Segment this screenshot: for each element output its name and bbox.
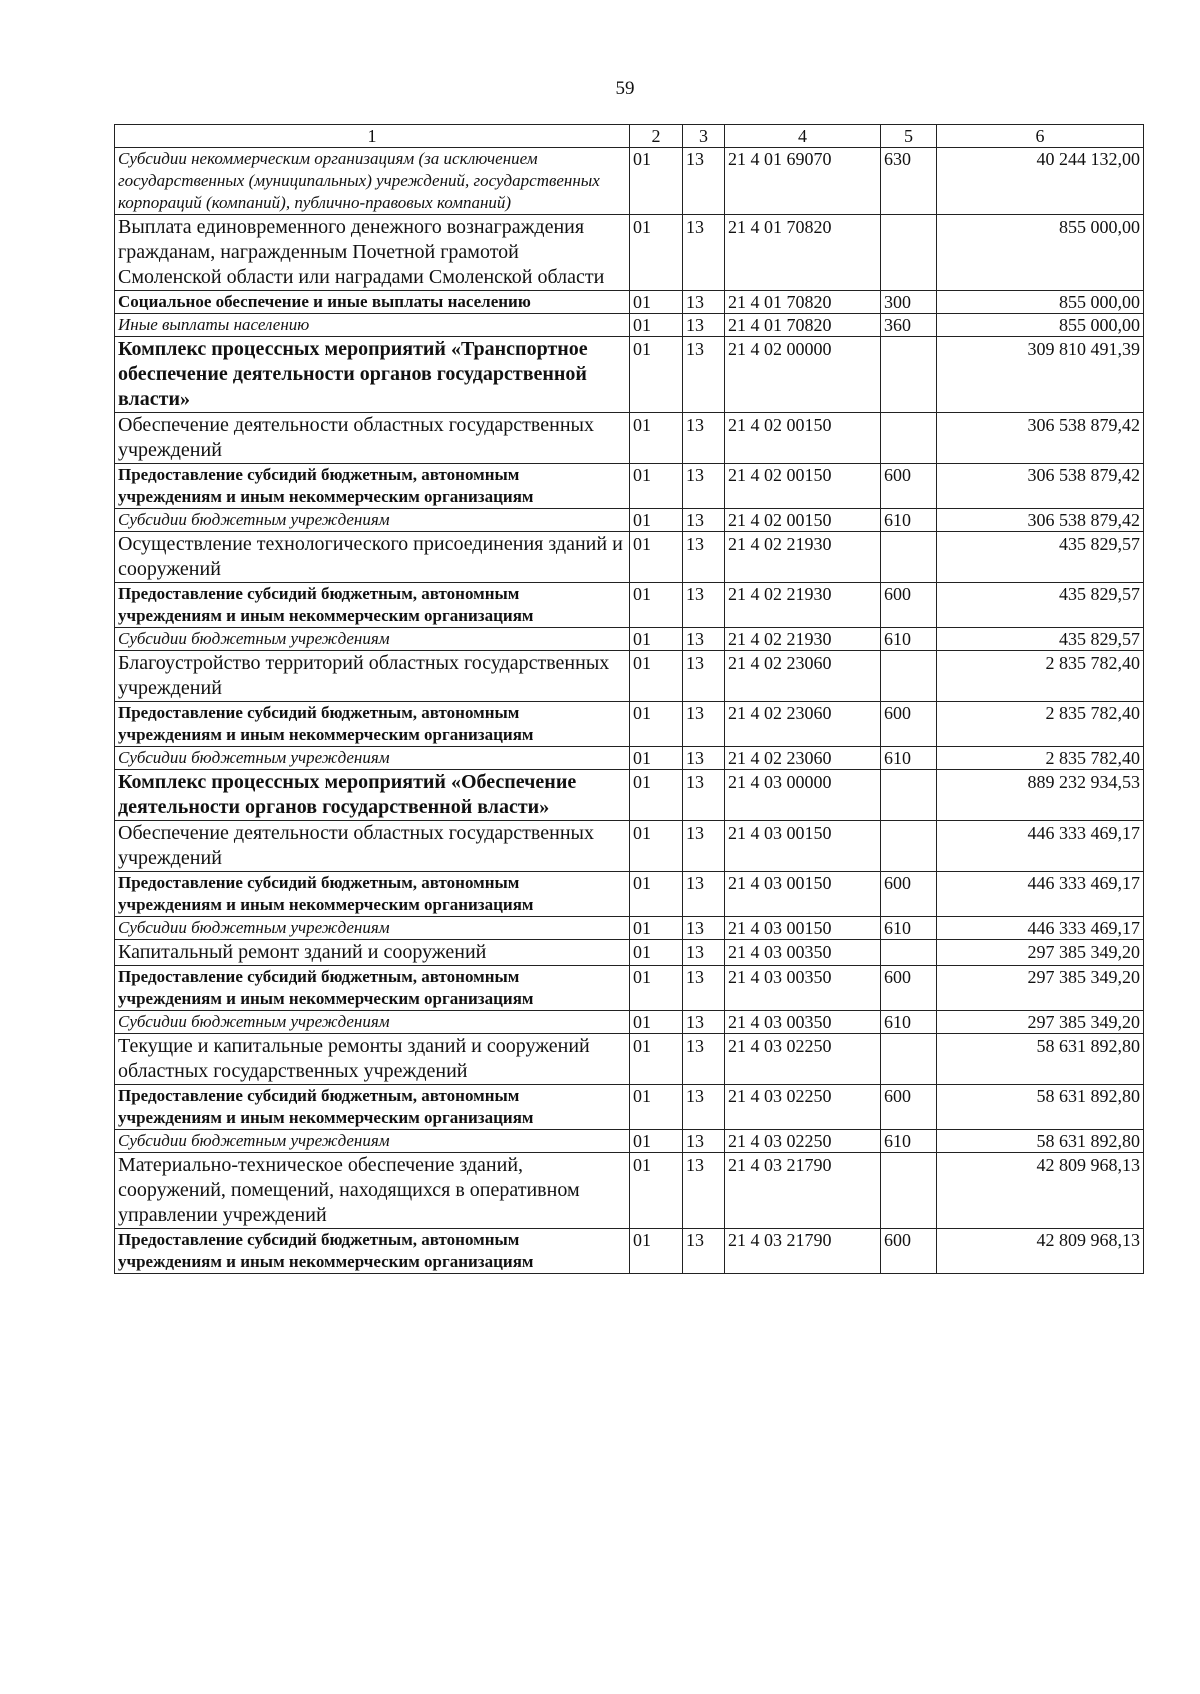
table-row	[115, 148, 1144, 215]
target-code: 21 4 03 00350	[725, 940, 881, 966]
row-name: Социальное обеспечение и иные выплаты населению	[115, 291, 630, 314]
expense-type	[881, 940, 937, 966]
header-cell: 5	[881, 125, 937, 148]
expense-type: 600	[881, 872, 937, 917]
expense-type	[881, 821, 937, 872]
target-code: 21 4 03 00150	[725, 917, 881, 940]
table-row	[115, 940, 1144, 966]
row-name: Субсидии бюджетным учреждениям	[115, 1130, 630, 1153]
subsection-code: 13	[683, 532, 725, 583]
subsection-code: 13	[683, 770, 725, 821]
table-row	[115, 1011, 1144, 1034]
amount: 306 538 879,42	[937, 413, 1144, 464]
amount: 297 385 349,20	[937, 1011, 1144, 1034]
section-code: 01	[630, 702, 683, 747]
row-name: Капитальный ремонт зданий и сооружений	[115, 940, 630, 966]
expense-type	[881, 413, 937, 464]
expense-type	[881, 651, 937, 702]
amount: 855 000,00	[937, 291, 1144, 314]
expense-type: 610	[881, 509, 937, 532]
table-row	[115, 464, 1144, 509]
subsection-code: 13	[683, 1011, 725, 1034]
subsection-code: 13	[683, 509, 725, 532]
section-code: 01	[630, 770, 683, 821]
target-code: 21 4 02 00150	[725, 509, 881, 532]
section-code: 01	[630, 940, 683, 966]
header-cell: 6	[937, 125, 1144, 148]
amount: 855 000,00	[937, 314, 1144, 337]
row-name: Иные выплаты населению	[115, 314, 630, 337]
target-code: 21 4 02 23060	[725, 651, 881, 702]
section-code: 01	[630, 464, 683, 509]
header-cell: 3	[683, 125, 725, 148]
row-name: Предоставление субсидий бюджетным, автономным учреждениям и иным некоммерческим организациям	[115, 1229, 630, 1274]
expense-type: 360	[881, 314, 937, 337]
subsection-code: 13	[683, 215, 725, 291]
section-code: 01	[630, 872, 683, 917]
amount: 40 244 132,00	[937, 148, 1144, 215]
table-row	[115, 702, 1144, 747]
subsection-code: 13	[683, 1229, 725, 1274]
target-code: 21 4 01 69070	[725, 148, 881, 215]
table-row	[115, 291, 1144, 314]
table-row	[115, 747, 1144, 770]
target-code: 21 4 02 00150	[725, 464, 881, 509]
row-name: Субсидии бюджетным учреждениям	[115, 917, 630, 940]
table-row	[115, 314, 1144, 337]
amount: 58 631 892,80	[937, 1034, 1144, 1085]
amount: 889 232 934,53	[937, 770, 1144, 821]
section-code: 01	[630, 413, 683, 464]
section-code: 01	[630, 747, 683, 770]
amount: 309 810 491,39	[937, 337, 1144, 413]
row-name: Предоставление субсидий бюджетным, автономным учреждениям и иным некоммерческим организациям	[115, 1085, 630, 1130]
section-code: 01	[630, 215, 683, 291]
target-code: 21 4 02 00000	[725, 337, 881, 413]
row-name: Субсидии бюджетным учреждениям	[115, 1011, 630, 1034]
table-row	[115, 215, 1144, 291]
row-name: Субсидии бюджетным учреждениям	[115, 509, 630, 532]
section-code: 01	[630, 1011, 683, 1034]
amount: 446 333 469,17	[937, 821, 1144, 872]
header-row	[115, 125, 1144, 148]
amount: 435 829,57	[937, 532, 1144, 583]
expense-type: 300	[881, 291, 937, 314]
section-code: 01	[630, 291, 683, 314]
target-code: 21 4 03 21790	[725, 1153, 881, 1229]
amount: 435 829,57	[937, 583, 1144, 628]
subsection-code: 13	[683, 413, 725, 464]
table-row	[115, 821, 1144, 872]
amount: 58 631 892,80	[937, 1085, 1144, 1130]
table-row	[115, 532, 1144, 583]
target-code: 21 4 01 70820	[725, 215, 881, 291]
row-name: Обеспечение деятельности областных государственных учреждений	[115, 821, 630, 872]
section-code: 01	[630, 1153, 683, 1229]
amount: 42 809 968,13	[937, 1153, 1144, 1229]
subsection-code: 13	[683, 583, 725, 628]
subsection-code: 13	[683, 872, 725, 917]
row-name: Выплата единовременного денежного вознаграждения гражданам, награжденным Почетной грамотой Смоленской области или наградами Смоленской области	[115, 215, 630, 291]
target-code: 21 4 01 70820	[725, 314, 881, 337]
amount: 306 538 879,42	[937, 464, 1144, 509]
table-row	[115, 651, 1144, 702]
row-name: Текущие и капитальные ремонты зданий и сооружений областных государственных учреждений	[115, 1034, 630, 1085]
subsection-code: 13	[683, 917, 725, 940]
section-code: 01	[630, 628, 683, 651]
section-code: 01	[630, 148, 683, 215]
section-code: 01	[630, 583, 683, 628]
target-code: 21 4 03 00000	[725, 770, 881, 821]
amount: 2 835 782,40	[937, 747, 1144, 770]
expense-type: 610	[881, 628, 937, 651]
subsection-code: 13	[683, 821, 725, 872]
header-cell: 2	[630, 125, 683, 148]
target-code: 21 4 02 21930	[725, 628, 881, 651]
row-name: Благоустройство территорий областных государственных учреждений	[115, 651, 630, 702]
target-code: 21 4 02 21930	[725, 583, 881, 628]
section-code: 01	[630, 917, 683, 940]
row-name: Субсидии бюджетным учреждениям	[115, 747, 630, 770]
subsection-code: 13	[683, 291, 725, 314]
table-row	[115, 628, 1144, 651]
table-body	[115, 148, 1144, 1274]
row-name: Комплекс процессных мероприятий «Обеспечение деятельности органов государственной власти»	[115, 770, 630, 821]
expense-type: 600	[881, 464, 937, 509]
target-code: 21 4 02 23060	[725, 747, 881, 770]
amount: 58 631 892,80	[937, 1130, 1144, 1153]
expense-type	[881, 532, 937, 583]
row-name: Субсидии бюджетным учреждениям	[115, 628, 630, 651]
table-row	[115, 509, 1144, 532]
expense-type: 610	[881, 1130, 937, 1153]
target-code: 21 4 01 70820	[725, 291, 881, 314]
amount: 42 809 968,13	[937, 1229, 1144, 1274]
target-code: 21 4 03 02250	[725, 1130, 881, 1153]
budget-table	[114, 124, 1144, 1274]
section-code: 01	[630, 509, 683, 532]
section-code: 01	[630, 1229, 683, 1274]
target-code: 21 4 03 00150	[725, 872, 881, 917]
subsection-code: 13	[683, 747, 725, 770]
table-row	[115, 1153, 1144, 1229]
subsection-code: 13	[683, 464, 725, 509]
row-name: Комплекс процессных мероприятий «Транспортное обеспечение деятельности органов государственной власти»	[115, 337, 630, 413]
amount: 446 333 469,17	[937, 872, 1144, 917]
section-code: 01	[630, 1034, 683, 1085]
amount: 306 538 879,42	[937, 509, 1144, 532]
amount: 2 835 782,40	[937, 651, 1144, 702]
subsection-code: 13	[683, 1085, 725, 1130]
expense-type	[881, 770, 937, 821]
table-row	[115, 872, 1144, 917]
table-row	[115, 1130, 1144, 1153]
amount: 297 385 349,20	[937, 966, 1144, 1011]
row-name: Обеспечение деятельности областных государственных учреждений	[115, 413, 630, 464]
table-row	[115, 917, 1144, 940]
row-name: Осуществление технологического присоединения зданий и сооружений	[115, 532, 630, 583]
amount: 855 000,00	[937, 215, 1144, 291]
subsection-code: 13	[683, 702, 725, 747]
table-row	[115, 1229, 1144, 1274]
amount: 435 829,57	[937, 628, 1144, 651]
section-code: 01	[630, 966, 683, 1011]
expense-type: 600	[881, 1229, 937, 1274]
row-name: Предоставление субсидий бюджетным, автономным учреждениям и иным некоммерческим организациям	[115, 464, 630, 509]
section-code: 01	[630, 532, 683, 583]
row-name: Предоставление субсидий бюджетным, автономным учреждениям и иным некоммерческим организациям	[115, 966, 630, 1011]
page-number: 59	[615, 78, 635, 99]
subsection-code: 13	[683, 314, 725, 337]
expense-type	[881, 1034, 937, 1085]
row-name: Материально-техническое обеспечение зданий, сооружений, помещений, находящихся в оперативном управлении учреждений	[115, 1153, 630, 1229]
target-code: 21 4 02 21930	[725, 532, 881, 583]
subsection-code: 13	[683, 628, 725, 651]
expense-type	[881, 215, 937, 291]
section-code: 01	[630, 314, 683, 337]
subsection-code: 13	[683, 940, 725, 966]
table-row	[115, 337, 1144, 413]
section-code: 01	[630, 1085, 683, 1130]
row-name: Предоставление субсидий бюджетным, автономным учреждениям и иным некоммерческим организациям	[115, 583, 630, 628]
row-name: Предоставление субсидий бюджетным, автономным учреждениям и иным некоммерческим организациям	[115, 702, 630, 747]
row-name: Субсидии некоммерческим организациям (за исключением государственных (муниципальных) учреждений, государственных корпораций (компаний), публично-правовых компаний)	[115, 148, 630, 215]
expense-type: 600	[881, 966, 937, 1011]
table-row	[115, 770, 1144, 821]
subsection-code: 13	[683, 337, 725, 413]
table-row	[115, 1085, 1144, 1130]
expense-type	[881, 337, 937, 413]
amount: 297 385 349,20	[937, 940, 1144, 966]
target-code: 21 4 02 00150	[725, 413, 881, 464]
expense-type: 610	[881, 747, 937, 770]
expense-type: 610	[881, 917, 937, 940]
target-code: 21 4 03 02250	[725, 1034, 881, 1085]
expense-type: 600	[881, 1085, 937, 1130]
target-code: 21 4 03 02250	[725, 1085, 881, 1130]
target-code: 21 4 02 23060	[725, 702, 881, 747]
section-code: 01	[630, 651, 683, 702]
target-code: 21 4 03 00150	[725, 821, 881, 872]
amount: 446 333 469,17	[937, 917, 1144, 940]
table-row	[115, 1034, 1144, 1085]
target-code: 21 4 03 00350	[725, 1011, 881, 1034]
target-code: 21 4 03 21790	[725, 1229, 881, 1274]
section-code: 01	[630, 337, 683, 413]
subsection-code: 13	[683, 1153, 725, 1229]
table-row	[115, 966, 1144, 1011]
expense-type: 630	[881, 148, 937, 215]
subsection-code: 13	[683, 651, 725, 702]
target-code: 21 4 03 00350	[725, 966, 881, 1011]
section-code: 01	[630, 1130, 683, 1153]
expense-type	[881, 1153, 937, 1229]
expense-type: 600	[881, 702, 937, 747]
amount: 2 835 782,40	[937, 702, 1144, 747]
table-row	[115, 583, 1144, 628]
expense-type: 610	[881, 1011, 937, 1034]
expense-type: 600	[881, 583, 937, 628]
table-row	[115, 413, 1144, 464]
subsection-code: 13	[683, 1034, 725, 1085]
header-cell: 4	[725, 125, 881, 148]
subsection-code: 13	[683, 966, 725, 1011]
row-name: Предоставление субсидий бюджетным, автономным учреждениям и иным некоммерческим организациям	[115, 872, 630, 917]
subsection-code: 13	[683, 1130, 725, 1153]
header-cell: 1	[115, 125, 630, 148]
subsection-code: 13	[683, 148, 725, 215]
section-code: 01	[630, 821, 683, 872]
